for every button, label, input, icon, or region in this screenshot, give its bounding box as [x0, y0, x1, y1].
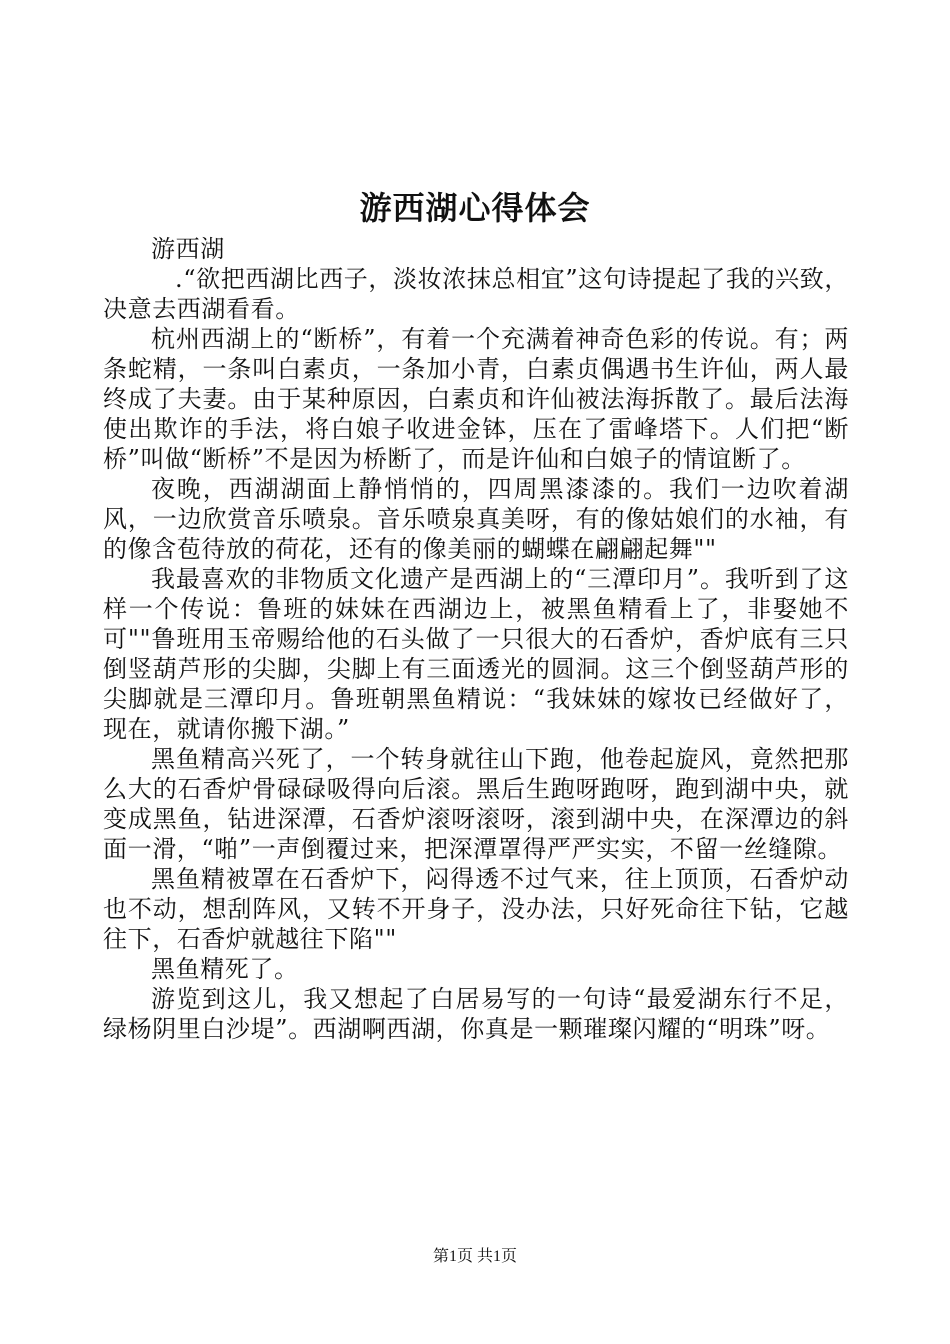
paragraph-2: 杭州西湖上的“断桥”，有着一个充满着神奇色彩的传说。有；两条蛇精，一条叫白素贞，一条加小青，白素贞偶遇书生许仙，两人最终成了夫妻。由于某种原因，白素贞和许仙被法海拆散了。最后法海使出欺诈的手法，将白娘子收进金钵，压在了雷峰塔下。人们把“断桥”叫做“断桥”不是因为桥断了，而是许仙和白娘子的情谊断了。: [103, 325, 849, 473]
document-body: [103, 234, 849, 1044]
paragraph-1: .“欲把西湖比西子，淡妆浓抹总相宜”这句诗提起了我的兴致，决意去西湖看看。: [103, 265, 849, 323]
paragraph-7: 黑鱼精死了。: [151, 955, 299, 983]
paragraph-5: 黑鱼精高兴死了，一个转身就往山下跑，他卷起旋风，竟然把那么大的石香炉骨碌碌吸得向后滚。黑后生跑呀跑呀，跑到湖中央，就变成黑鱼，钻进深潭，石香炉滚呀滚呀，滚到湖中央，在深潭边的斜面一滑，“啪”一声倒覆过来，把深潭罩得严严实实，不留一丝缝隙。: [103, 745, 849, 863]
paragraph-4: 我最喜欢的非物质文化遗产是西湖上的“三潭印月”。我听到了这样一个传说：鲁班的妹妹在西湖边上，被黑鱼精看上了，非娶她不可""鲁班用玉帝赐给他的石头做了一只很大的石香炉，香炉底有三只倒竖葫芦形的尖脚，尖脚上有三面透光的圆洞。这三个倒竖葫芦形的尖脚就是三潭印月。鲁班朝黑鱼精说：“我妹妹的嫁妆已经做好了，现在，就请你搬下湖。”: [103, 565, 849, 743]
paragraph-3: 夜晚，西湖湖面上静悄悄的，四周黑漆漆的。我们一边吹着湖风，一边欣赏音乐喷泉。音乐喷泉真美呀，有的像姑娘们的水袖，有的像含苞待放的荷花，还有的像美丽的蝴蝶在翩翩起舞"": [103, 475, 849, 563]
section-subtitle: 游西湖: [151, 235, 225, 263]
page-title: 游西湖心得体会: [359, 189, 591, 227]
paragraph-6: 黑鱼精被罩在石香炉下，闷得透不过气来，往上顶顶，石香炉动也不动，想刮阵风，又转不开身子，没办法，只好死命往下钻，它越往下，石香炉就越往下陷"": [103, 865, 849, 953]
page-number-footer: 第1页 共1页: [432, 1248, 517, 1265]
paragraph-8: 游览到这儿，我又想起了白居易写的一句诗“最爱湖东行不足，绿杨阴里白沙堤”。西湖啊西湖，你真是一颗璀璨闪耀的“明珠”呀。: [103, 985, 849, 1043]
